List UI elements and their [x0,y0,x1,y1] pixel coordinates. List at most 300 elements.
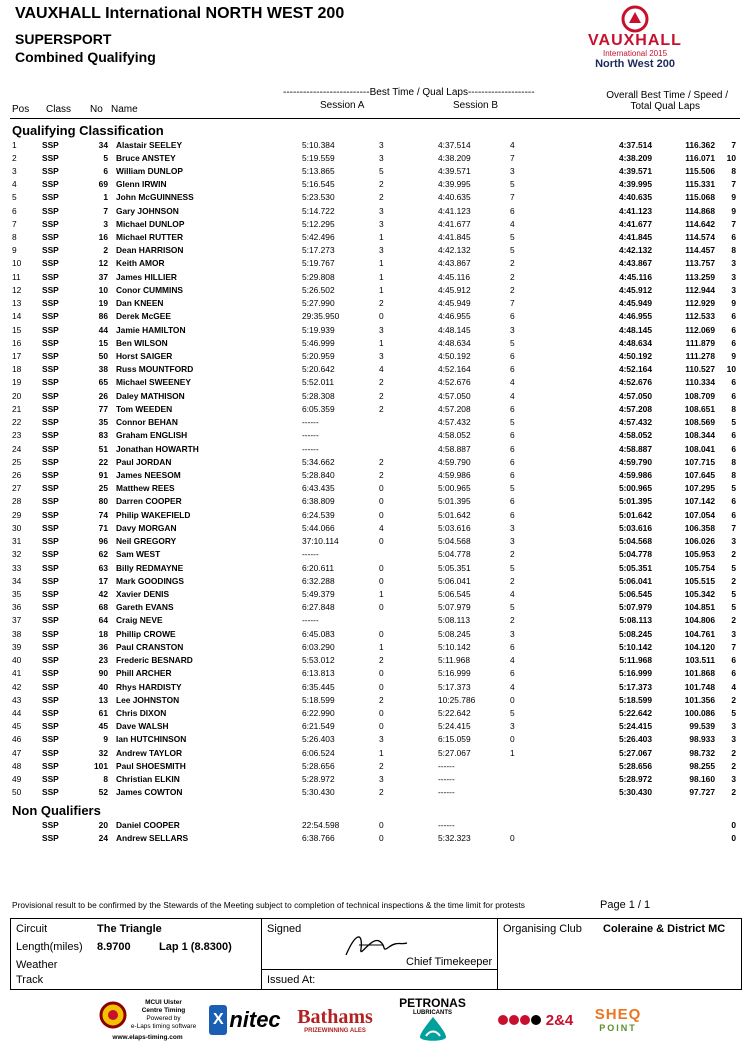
session-b-time-cell: ------ [438,819,455,830]
class-cell: SSP [42,192,59,203]
number-cell: 74 [98,509,108,520]
table-row [0,403,750,416]
best-time-cell: 5:30.430 [618,787,652,798]
session-b-time-cell: 4:52.164 [438,364,471,375]
best-time-cell: 4:46.955 [618,311,652,322]
total-laps-cell: 2 [731,787,736,798]
session-a-time-cell: 5:44.066 [302,522,335,533]
session-a-time-cell: 5:17.273 [302,245,335,256]
class-cell: SSP [42,298,59,309]
rider-name-cell: Christian ELKIN [116,774,180,785]
best-time-cell: 5:08.245 [618,628,652,639]
table-row [0,337,750,350]
session-a-laps-cell: 1 [379,258,384,269]
number-cell: 68 [98,602,108,613]
session-b-laps-cell: 5 [510,602,515,613]
session-a-time-cell: 5:46.999 [302,337,335,348]
session-b-time-cell: 4:50.192 [438,351,471,362]
speed-cell: 108.569 [684,417,715,428]
best-time-cell: 5:03.616 [618,522,652,533]
two-and-four-wordmark: 2&4 [545,1011,574,1029]
total-laps-cell: 5 [731,707,736,718]
session-a-laps-cell: 2 [379,179,384,190]
overall-header-line1: Overall Best Time / Speed / [606,90,728,101]
session-a-laps-cell: 2 [379,456,384,467]
best-time-cell: 5:04.778 [618,549,652,560]
session-a-time-cell: 6:13.813 [302,668,335,679]
pos-cell: 49 [12,774,22,785]
pos-cell: 36 [12,602,22,613]
speed-cell: 99.539 [689,721,715,732]
session-b-laps-cell: 4 [510,139,515,150]
session-b-laps-cell: 4 [510,377,515,388]
total-laps-cell: 2 [731,694,736,705]
number-cell: 36 [98,641,108,652]
pos-cell: 43 [12,694,22,705]
sheq-wordmark: SHEQ [594,1006,642,1023]
class-cell: SSP [42,536,59,547]
table-row [0,720,750,733]
pos-cell: 19 [12,377,22,388]
rider-name-cell: Dave WALSH [116,721,169,732]
speed-cell: 107.054 [684,509,715,520]
pos-cell: 8 [12,232,17,243]
session-a-time-cell: 6:45.083 [302,628,335,639]
total-laps-cell: 8 [731,165,736,176]
best-time-cell: 4:57.050 [618,390,652,401]
class-cell: SSP [42,655,59,666]
session-b-laps-cell: 7 [510,152,515,163]
number-cell: 63 [98,562,108,573]
number-cell: 40 [98,681,108,692]
session-a-time-cell: 6:32.288 [302,575,335,586]
session-a-header: Session A [320,100,365,111]
best-time-cell: 4:59.986 [618,470,652,480]
table-row [0,654,750,667]
class-cell: SSP [42,668,59,679]
pos-cell: 20 [12,390,22,401]
number-cell: 13 [98,694,108,705]
session-a-laps-cell: 3 [379,734,384,745]
rider-name-cell: Philip WAKEFIELD [116,509,191,520]
number-cell: 83 [98,430,108,441]
table-row [0,469,750,482]
session-b-time-cell: 5:22.642 [438,707,471,718]
total-laps-cell: 6 [731,668,736,679]
session-a-time-cell: 5:52.011 [302,377,334,388]
mcui-line2: Centre Timing [141,1007,186,1014]
class-cell: SSP [42,311,59,322]
circuit-label: Circuit [16,923,48,935]
rider-name-cell: Horst SAIGER [116,351,173,362]
session-a-time-cell: ------ [302,615,319,626]
session-a-laps-cell: 2 [379,298,384,309]
speed-cell: 104.761 [684,628,715,639]
session-b-laps-cell: 5 [510,337,515,348]
pos-cell: 50 [12,787,22,798]
session-a-time-cell: 5:13.865 [302,165,335,176]
session-b-laps-cell: 5 [510,483,515,494]
session-a-time-cell: 5:23.530 [302,192,335,203]
pos-cell: 30 [12,522,22,533]
best-time-cell: 4:39.995 [618,179,652,190]
sheq-sub: POINT [599,1023,637,1033]
session-a-laps-cell: 2 [379,390,384,401]
class-cell: SSP [42,377,59,388]
class-cell: SSP [42,139,59,150]
best-time-cell: 4:57.432 [618,417,652,428]
class-cell: SSP [42,721,59,732]
best-time-cell: 5:16.999 [618,668,652,679]
session-a-time-cell: 6:06.524 [302,747,335,758]
rider-name-cell: James NEESOM [116,470,181,480]
best-time-cell: 5:11.968 [619,655,652,666]
session-b-laps-cell: 6 [510,443,515,454]
session-a-laps-cell: 2 [379,377,384,388]
table-row [0,641,750,654]
best-time-cell: 5:08.113 [619,615,652,626]
rider-name-cell: Graham ENGLISH [116,430,188,441]
rider-name-cell: Neil GREGORY [116,536,177,547]
session-b-header: Session B [453,100,499,111]
lap-value: Lap 1 (8.8300) [159,941,232,953]
class-cell: SSP [42,562,59,573]
speed-cell: 108.651 [684,403,715,414]
session-a-laps-cell: 2 [379,760,384,771]
session-a-laps-cell: 0 [379,707,384,718]
number-cell: 37 [98,271,108,282]
table-row [0,271,750,284]
session-a-laps-cell: 1 [379,641,384,652]
session-a-laps-cell: 4 [379,522,384,533]
class-cell: SSP [42,284,59,295]
speed-cell: 107.715 [684,456,715,467]
session-a-time-cell: 6:24.539 [302,509,335,520]
session-a-time-cell: 6:05.359 [302,403,335,414]
speed-cell: 114.457 [685,245,715,256]
pos-cell: 16 [12,337,22,348]
mcui-line1: MCUI Ulster [145,999,182,1006]
session-b-time-cell: 5:27.067 [438,747,471,758]
session-a-time-cell: 5:42.496 [302,232,335,243]
name-header: Name [111,104,138,115]
session-b-laps-cell: 2 [510,615,515,626]
pos-cell: 37 [12,615,22,626]
rider-name-cell: Tom WEEDEN [116,403,173,414]
rider-name-cell: Billy REDMAYNE [116,562,184,573]
pos-cell: 38 [12,628,22,639]
petronas-drop-icon [416,1016,450,1044]
issued-at-label: Issued At: [267,974,316,986]
rider-name-cell: Conor CUMMINS [116,284,183,295]
session-b-laps-cell: 6 [510,456,515,467]
class-cell: SSP [42,258,59,269]
speed-cell: 105.515 [684,575,715,586]
track-label: Track [16,974,44,986]
session-b-laps-cell: 5 [510,179,515,190]
session-b-time-cell: 4:52.676 [438,377,471,388]
class-cell: SSP [42,774,59,785]
session-a-laps-cell: 1 [379,232,384,243]
session-a-laps-cell: 2 [379,470,384,480]
session-a-laps-cell: 1 [379,337,384,348]
table-row [0,191,750,204]
number-cell: 1 [103,192,108,203]
pos-cell: 33 [12,562,22,573]
session-b-laps-cell: 6 [510,668,515,679]
pos-cell: 1 [12,139,17,150]
best-time-cell: 5:22.642 [618,707,652,718]
rider-name-cell: James COWTON [116,787,183,798]
best-time-cell: 4:52.164 [618,364,652,375]
table-row [0,218,750,231]
rider-name-cell: Sam WEST [116,549,161,560]
number-cell: 34 [98,139,108,150]
total-laps-cell: 9 [731,205,736,216]
circuit-value: The Triangle [97,923,162,935]
rider-name-cell: Ian HUTCHINSON [116,734,187,745]
rider-name-cell: Dan KNEEN [116,298,164,309]
pos-cell: 9 [12,245,17,256]
class-cell: SSP [42,271,59,282]
session-a-laps-cell: 4 [379,364,384,375]
best-time-cell: 4:45.912 [618,284,652,295]
session-a-laps-cell: 1 [379,588,384,599]
session-a-time-cell: 6:22.990 [302,707,335,718]
class-cell: SSP [42,205,59,216]
best-time-cell: 4:39.571 [618,165,652,176]
number-cell: 5 [103,152,108,163]
best-time-cell: 4:59.790 [618,456,652,467]
session-b-time-cell: 5:17.373 [438,681,471,692]
session-b-laps-cell: 3 [510,165,515,176]
number-cell: 9 [103,734,108,745]
best-time-cell: 5:24.415 [618,721,652,732]
rider-name-cell: Michael SWEENEY [116,377,191,388]
chief-timekeeper-label: Chief Timekeeper [406,956,493,968]
session-a-time-cell: 5:53.012 [302,655,335,666]
number-cell: 15 [98,337,108,348]
class-cell: SSP [42,575,59,586]
session-b-laps-cell: 5 [510,232,515,243]
session-b-laps-cell: 0 [510,832,515,843]
session-b-time-cell: 5:11.968 [438,655,470,666]
class-title: SUPERSPORT [15,31,112,47]
session-b-laps-cell: 0 [510,734,515,745]
pos-cell: 48 [12,760,22,771]
total-laps-cell: 3 [731,284,736,295]
session-b-laps-cell: 4 [510,588,515,599]
session-b-time-cell: ------ [438,760,455,771]
speed-cell: 104.120 [684,641,715,652]
session-b-time-cell: 4:48.145 [438,324,471,335]
best-time-cell: 5:28.972 [618,774,652,785]
session-a-time-cell: 5:26.403 [302,734,335,745]
best-time-cell: 5:10.142 [618,641,652,652]
total-laps-cell: 3 [731,734,736,745]
speed-cell: 110.334 [685,377,715,388]
speed-cell: 107.295 [684,483,715,494]
rider-name-cell: Craig NEVE [116,615,163,626]
table-row [0,231,750,244]
class-cell: SSP [42,694,59,705]
two-and-four-sponsor [490,996,580,1044]
session-b-time-cell: 5:16.999 [438,668,471,679]
elaps-url[interactable]: www.elaps-timing.com [112,1034,183,1041]
number-cell: 69 [98,179,108,190]
rider-name-cell: Dean HARRISON [116,245,184,256]
rider-name-cell: Jamie HAMILTON [116,324,186,335]
session-a-laps-cell: 0 [379,681,384,692]
rider-name-cell: Ben WILSON [116,337,168,348]
number-cell: 10 [98,284,108,295]
number-cell: 50 [98,351,108,362]
number-cell: 91 [98,470,108,480]
session-a-laps-cell: 0 [379,536,384,547]
number-cell: 64 [98,615,108,626]
session-a-time-cell: 5:16.545 [302,179,335,190]
organising-club-label: Organising Club [503,923,582,935]
speed-cell: 112.533 [685,311,715,322]
session-a-time-cell: 6:03.290 [302,641,335,652]
rider-name-cell: Daniel COOPER [116,819,180,830]
total-laps-cell: 6 [731,232,736,243]
session-b-time-cell: 5:08.113 [438,615,470,626]
session-a-laps-cell: 0 [379,721,384,732]
number-cell: 42 [98,588,108,599]
best-time-cell: 4:41.123 [618,205,652,216]
pos-cell: 27 [12,483,22,494]
session-b-time-cell: ------ [438,774,455,785]
rider-name-cell: Gary JOHNSON [116,205,179,216]
table-row [0,244,750,257]
session-b-time-cell: 4:38.209 [438,152,471,163]
session-a-time-cell: 6:35.445 [302,681,335,692]
class-cell: SSP [42,615,59,626]
total-laps-cell: 3 [731,628,736,639]
session-a-time-cell: 5:29.808 [302,271,335,282]
session-b-time-cell: 4:45.912 [438,284,471,295]
best-time-cell: 5:18.599 [618,694,652,705]
total-laps-cell: 5 [731,602,736,613]
number-cell: 51 [98,443,108,454]
class-cell: SSP [42,152,59,163]
pos-cell: 5 [12,192,17,203]
session-b-laps-cell: 3 [510,522,515,533]
total-laps-cell: 3 [731,721,736,732]
session-a-time-cell: 5:28.840 [302,470,335,480]
session-a-laps-cell: 2 [379,655,384,666]
session-b-laps-cell: 2 [510,284,515,295]
session-a-time-cell: 5:10.384 [302,139,335,150]
rider-name-cell: Paul JORDAN [116,456,172,467]
best-time-cell: 4:41.845 [618,232,652,243]
session-a-laps-cell: 0 [379,575,384,586]
class-cell: SSP [42,456,59,467]
number-cell: 2 [103,245,108,256]
class-cell: SSP [42,245,59,256]
pos-cell: 39 [12,641,22,652]
pos-cell: 12 [12,284,22,295]
table-row [0,310,750,323]
overall-header-line2: Total Qual Laps [630,101,700,112]
session-b-laps-cell: 7 [510,298,515,309]
session-b-laps-cell: 3 [510,324,515,335]
total-laps-cell: 0 [731,819,736,830]
speed-cell: 115.506 [685,165,715,176]
number-cell: 101 [94,760,108,771]
session-a-time-cell: 5:20.642 [302,364,335,375]
table-row [0,297,750,310]
class-cell: SSP [42,179,59,190]
table-row [0,786,750,799]
session-title: Combined Qualifying [15,49,156,65]
class-cell: SSP [42,819,59,830]
table-row [0,522,750,535]
provisional-note: Provisional result to be confirmed by the Stewards of the Meeting subject to completion of technical inspections & the time limit for protests [12,900,525,910]
best-time-cell: 5:06.041 [618,575,652,586]
nitec-sponsor [205,996,285,1044]
session-b-laps-cell: 6 [510,403,515,414]
footer-divider-2 [497,919,498,989]
session-a-laps-cell: 3 [379,205,384,216]
session-a-laps-cell: 0 [379,496,384,507]
number-cell: 23 [98,655,108,666]
class-cell: SSP [42,588,59,599]
session-b-laps-cell: 6 [510,311,515,322]
session-b-laps-cell: 4 [510,681,515,692]
number-cell: 7 [103,205,108,216]
session-b-time-cell: 4:40.635 [438,192,471,203]
number-cell: 86 [98,311,108,322]
class-cell: SSP [42,483,59,494]
number-cell: 8 [103,774,108,785]
class-cell: SSP [42,351,59,362]
rider-name-cell: Davy MORGAN [116,522,177,533]
pos-cell: 23 [12,430,22,441]
session-b-laps-cell: 6 [510,430,515,441]
session-b-laps-cell: 7 [510,192,515,203]
speed-cell: 115.331 [685,179,715,190]
griffin-emblem-icon [620,5,650,33]
best-time-cell: 5:17.373 [618,681,652,692]
rider-name-cell: Michael RUTTER [116,232,184,243]
number-cell: 77 [98,403,108,414]
mcui-line3: Powered by [146,1015,181,1022]
speed-cell: 113.757 [685,258,715,269]
best-time-cell: 4:48.145 [618,324,652,335]
session-a-time-cell: 5:19.559 [302,152,335,163]
number-cell: 71 [98,522,108,533]
pos-cell: 47 [12,747,22,758]
session-b-time-cell: 4:39.571 [438,165,471,176]
table-row [0,376,750,389]
session-a-time-cell: ------ [302,417,319,428]
session-a-laps-cell: 0 [379,832,384,843]
table-row [0,548,750,561]
speed-cell: 114.868 [685,205,715,216]
session-b-laps-cell: 5 [510,245,515,256]
class-cell: SSP [42,760,59,771]
rider-name-cell: Michael DUNLOP [116,218,185,229]
speed-cell: 113.259 [685,271,715,282]
speed-cell: 106.358 [684,522,715,533]
session-b-time-cell: 5:06.041 [438,575,471,586]
total-laps-cell: 3 [731,536,736,547]
speed-cell: 108.709 [684,390,715,401]
session-a-laps-cell: 0 [379,668,384,679]
best-time-cell: 4:50.192 [618,351,652,362]
